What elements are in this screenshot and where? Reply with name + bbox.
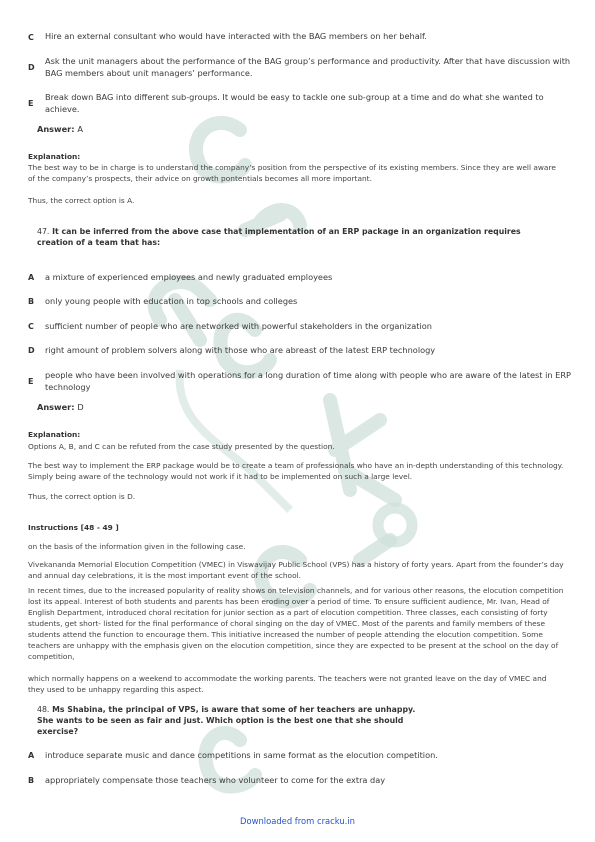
option-text: people who have been involved with operations for a long duration of time along with people who are aware of the latest in ERP technology — [45, 370, 571, 392]
option-text: introduce separate music and dance competitions in same format as the elocution competition. — [45, 750, 438, 760]
answer-value: A — [77, 124, 83, 134]
footer-download-link[interactable]: Downloaded from cracku.in — [240, 816, 355, 826]
q46-explanation-heading: Explanation: — [28, 152, 81, 161]
option-text: a mixture of experienced employees and newly graduated employees — [45, 272, 333, 282]
option-letter: E — [28, 377, 34, 386]
case-paragraph-1: Vivekananda Memorial Elocution Competition (VMEC) in Viswavijay Public School (VPS) has a history of forty years. Apart from the founder’s day and annual day celebrations, it is the most important event of the school. — [28, 560, 564, 580]
q47-explanation-text-2: The best way to implement the ERP package would be to create a team of professionals who have an in-depth understanding of this technology. Simply being aware of the technology would not work if it had to be implemented on such a large level. — [28, 461, 564, 481]
answer-value: D — [77, 402, 84, 412]
instructions-intro: on the basis of the information given in the following case. — [28, 542, 246, 551]
q47-answer — [37, 402, 84, 412]
option-letter: D — [28, 63, 35, 72]
option-text: Break down BAG into different sub-groups. It would be easy to tackle one sub-group at a time and do what she wanted to achieve. — [45, 92, 544, 114]
option-text: only young people with education in top schools and colleges — [45, 296, 298, 306]
q47-explanation-heading: Explanation: — [28, 430, 81, 439]
case-paragraph-2: In recent times, due to the increased popularity of reality shows on television channels, and for various other reasons, the elocution competition lost its appeal. Interest of both students and parents has been eroding over a period of time. To ensure sufficient audience, Mr. Ivan, Head of English Department, introduced choral recitation for junior section as a part of elocution competition. Three classes, each consisting of forty students, get short- listed for the final performance of choral singing on the day of VMEC. Most of the parents and family members of these students attend the function to encourage them. This initiative increased the number of people attending the elocution competition. Some teachers are unhappy with the emphasis given on the elocution competition, since they are expected to be present at the school on the day of competition, — [28, 586, 564, 661]
option-text: Ask the unit managers about the performance of the BAG group’s performance and productivity. After that have discussion with BAG members about unit managers’ performance. — [45, 56, 571, 78]
option-letter: A — [28, 273, 35, 282]
q46-explanation-conclusion: Thus, the correct option is A. — [28, 196, 135, 205]
option-letter: C — [28, 322, 34, 331]
option-text: sufficient number of people who are networked with powerful stakeholders in the organization — [45, 321, 432, 331]
question-text: Ms Shabina, the principal of VPS, is aware that some of her teachers are unhappy. She wants to be seen as fair and just. Which option is the best one that she should exercise? — [37, 705, 416, 736]
q47-explanation-text-1: Options A, B, and C can be refuted from the case study presented by the question. — [28, 442, 335, 451]
q48-question — [37, 704, 427, 737]
option-letter: B — [28, 776, 35, 785]
option-letter: C — [28, 33, 34, 42]
question-number: 48. — [37, 705, 50, 714]
q47-question — [37, 226, 557, 248]
option-text: appropriately compensate those teachers who volunteer to come for the extra day — [45, 775, 386, 785]
q46-answer — [37, 124, 83, 134]
option-letter: A — [28, 751, 35, 760]
instructions-heading: Instructions [48 - 49 ] — [28, 523, 119, 532]
option-letter: B — [28, 297, 35, 306]
option-letter: D — [28, 346, 35, 355]
case-paragraph-3: which normally happens on a weekend to accommodate the working parents. The teachers were not granted leave on the day of VMEC and they used to be unhappy regarding this aspect. — [28, 674, 547, 694]
question-text: It can be inferred from the above case that implementation of an ERP package in an organization requires creation of a team that has: — [37, 227, 521, 247]
q47-explanation-conclusion: Thus, the correct option is D. — [28, 492, 136, 501]
option-letter: E — [28, 99, 34, 108]
question-number: 47. — [37, 227, 50, 236]
option-text: right amount of problem solvers along with those who are abreast of the latest ERP technology — [45, 345, 436, 355]
answer-label: Answer: — [37, 402, 75, 412]
q46-explanation-text: The best way to be in charge is to understand the company’s position from the perspective of its existing members. Since they are well aware of the company’s prospects, their advice on growth pontentials becomes all more important. — [28, 163, 556, 183]
answer-label: Answer: — [37, 124, 75, 134]
option-text: Hire an external consultant who would have interacted with the BAG members on her behalf. — [45, 31, 427, 41]
